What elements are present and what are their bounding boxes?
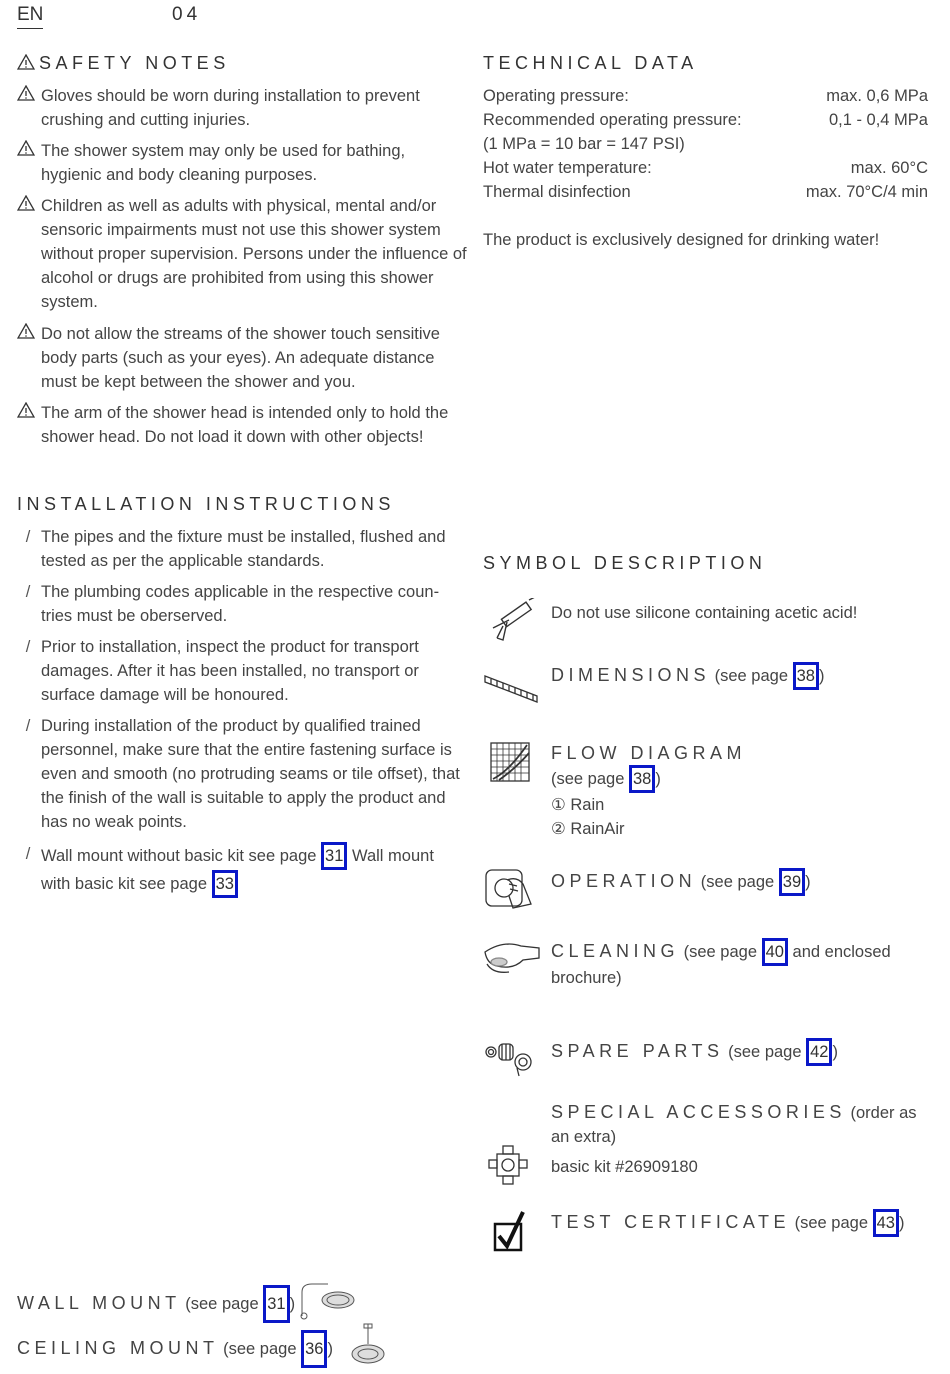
install-item	[17, 842, 467, 898]
symbol-description-heading: SYMBOL DESCRIPTION	[483, 553, 767, 573]
paren-close: )	[898, 1214, 905, 1232]
tech-label: Recommended operating pressure:	[483, 111, 742, 129]
see-page-text: (see page	[714, 667, 788, 685]
silicone-note: Do not use silicone containing acetic acid!	[551, 604, 858, 622]
paren-close: )	[655, 770, 661, 788]
warning-icon	[17, 140, 35, 156]
paren-close: )	[818, 667, 825, 685]
special-accessories-entry	[551, 1100, 931, 1149]
test-certificate-entry	[551, 1209, 931, 1237]
safety-item-text: Gloves should be worn during installation to prevent crushing and cutting injuries.	[41, 87, 420, 129]
see-page-text: (see page	[728, 1043, 802, 1061]
install-item-text: The plumbing codes applicable in the respective coun-tries must be oberserved.	[41, 583, 440, 625]
slash-bullet: /	[25, 717, 31, 735]
ceiling-mount-entry	[17, 1330, 333, 1368]
special-accessories-label: SPECIAL ACCESSORIES	[551, 1102, 846, 1122]
paren-close: )	[805, 873, 811, 891]
see-page-text: (see page	[683, 943, 758, 961]
paren-close: )	[289, 1295, 296, 1313]
flow-item-rain: ① Rain	[551, 796, 605, 814]
page-link-42[interactable]: 42	[806, 1038, 832, 1066]
test-certificate-label: TEST CERTIFICATE	[551, 1212, 791, 1232]
install-item	[17, 635, 467, 707]
see-page-text: (see page	[700, 873, 775, 891]
warning-icon	[17, 402, 35, 418]
page-link-36[interactable]: 36	[301, 1330, 327, 1368]
slash-bullet: /	[25, 845, 31, 863]
page-link-38-flow[interactable]: 38	[629, 765, 655, 793]
warning-icon	[17, 323, 35, 339]
tech-value: 0,1 - 0,4 MPa	[828, 111, 928, 129]
tech-label: Operating pressure:	[483, 87, 629, 105]
flow-diagram-label: FLOW DIAGRAM	[551, 743, 747, 763]
page-link-43[interactable]: 43	[873, 1209, 899, 1237]
safety-item	[17, 139, 467, 187]
hand-cleaning-icon	[483, 936, 543, 984]
tech-value: max. 60°C	[850, 159, 928, 177]
see-page-text: (see page	[223, 1340, 297, 1358]
install-item	[17, 580, 467, 628]
flow-diagram-icon	[483, 741, 543, 789]
page-link-39[interactable]: 39	[779, 868, 805, 896]
install-item-text	[41, 842, 467, 898]
tech-label: Thermal disinfection	[483, 183, 631, 201]
paren-close: )	[327, 1340, 333, 1358]
install-item-text: The pipes and the fixture must be installed, flushed and tested as per the applicable standards.	[41, 528, 446, 570]
paren-close: )	[832, 1043, 838, 1061]
flow-diagram-entry	[551, 741, 931, 841]
install-item	[17, 525, 467, 573]
basic-kit-icon	[483, 1144, 543, 1192]
wall-mount-entry	[17, 1285, 295, 1323]
safety-item	[17, 194, 467, 314]
safety-item	[17, 84, 467, 132]
cleaning-rest-text: and enclosed brochure)	[551, 943, 891, 987]
slash-bullet: /	[25, 638, 31, 656]
flow-item-rainair: ② RainAir	[551, 820, 625, 838]
silicone-gun-icon	[483, 598, 543, 646]
special-accessories-rest: (order as an extra)	[551, 1104, 917, 1146]
see-page-text: (see page	[794, 1214, 869, 1232]
hand-operation-icon	[483, 864, 543, 912]
drinking-water-note: The product is exclusively designed for drinking water!	[483, 231, 880, 249]
page-link-38[interactable]: 38	[793, 662, 819, 690]
tech-row	[483, 108, 928, 132]
tech-label: Hot water temperature:	[483, 159, 652, 177]
see-page-text: (see page	[185, 1295, 259, 1313]
page-link-31-wall[interactable]: 31	[263, 1285, 289, 1323]
checkbox-check-icon	[483, 1208, 543, 1256]
spare-parts-label: SPARE PARTS	[551, 1041, 724, 1061]
slash-bullet: /	[25, 528, 31, 546]
spare-parts-icon	[483, 1034, 543, 1082]
ruler-icon	[483, 662, 543, 710]
tech-row	[483, 156, 928, 180]
basic-kit-text: basic kit #26909180	[551, 1158, 698, 1176]
ceiling-mount-label: CEILING MOUNT	[17, 1338, 219, 1358]
slash-bullet: /	[25, 583, 31, 601]
ceiling-mount-shower-icon	[348, 1322, 392, 1368]
page-number: 04	[172, 4, 202, 25]
wall-mount-shower-icon	[298, 1278, 358, 1322]
page-link-31[interactable]: 31	[321, 842, 347, 870]
safety-item-text: Do not allow the streams of the shower touch sensitive body parts (such as your eyes). An adequate distance must be kept between the shower and you.	[41, 325, 440, 391]
warning-icon	[17, 195, 35, 211]
install-item-text: During installation of the product by qualified trained personnel, make sure that the entire fastening surface is even and smooth (no protruding seams or tile offset), that the finish of the wall is suitable to apply the product and has no weak points.	[41, 717, 460, 831]
technical-data-heading: TECHNICAL DATA	[483, 53, 698, 73]
safety-item-text: The arm of the shower head is intended only to hold the shower head. Do not load it down with other objects!	[41, 404, 449, 446]
warning-icon	[17, 85, 35, 101]
tech-label: (1 MPa = 10 bar = 147 PSI)	[483, 135, 685, 153]
safety-item-text: The shower system may only be used for bathing, hygienic and body cleaning purposes.	[41, 142, 406, 184]
install-last-text-1: Wall mount without basic kit see page	[41, 847, 317, 865]
installation-heading: INSTALLATION INSTRUCTIONS	[17, 494, 395, 514]
page-link-33[interactable]: 33	[212, 870, 238, 898]
tech-row	[483, 84, 928, 108]
install-item-text: Prior to installation, inspect the product for transport damages. After it has been installed, no transport or surface damage will be honoured.	[41, 638, 419, 704]
dimensions-entry	[551, 662, 931, 690]
install-last-text-2: Wall mount with basic kit see page	[41, 847, 434, 893]
cleaning-entry	[551, 938, 931, 990]
wall-mount-label: WALL MOUNT	[17, 1293, 181, 1313]
safety-item-text: Children as well as adults with physical, mental and/or sensoric impairments must not use this shower system without proper supervision. Persons under the influence of alcohol or drugs are prohibited from using this shower system.	[41, 197, 467, 311]
cleaning-label: CLEANING	[551, 941, 680, 961]
see-page-text: (see page	[551, 770, 625, 788]
tech-row	[483, 132, 928, 156]
spare-parts-entry	[551, 1038, 931, 1066]
tech-value: max. 70°C/4 min	[805, 183, 928, 201]
tech-value: max. 0,6 MPa	[826, 87, 928, 105]
safety-notes-title: SAFETY NOTES	[39, 53, 230, 73]
operation-entry	[551, 868, 931, 896]
page-link-40[interactable]: 40	[762, 938, 788, 966]
tech-row	[483, 180, 928, 204]
safety-item	[17, 322, 467, 394]
operation-label: OPERATION	[551, 871, 697, 891]
dimensions-label: DIMENSIONS	[551, 665, 711, 685]
safety-notes-heading	[17, 53, 230, 74]
install-item	[17, 714, 467, 834]
language-code: EN	[17, 4, 43, 29]
safety-item	[17, 401, 467, 449]
warning-icon	[17, 54, 35, 70]
